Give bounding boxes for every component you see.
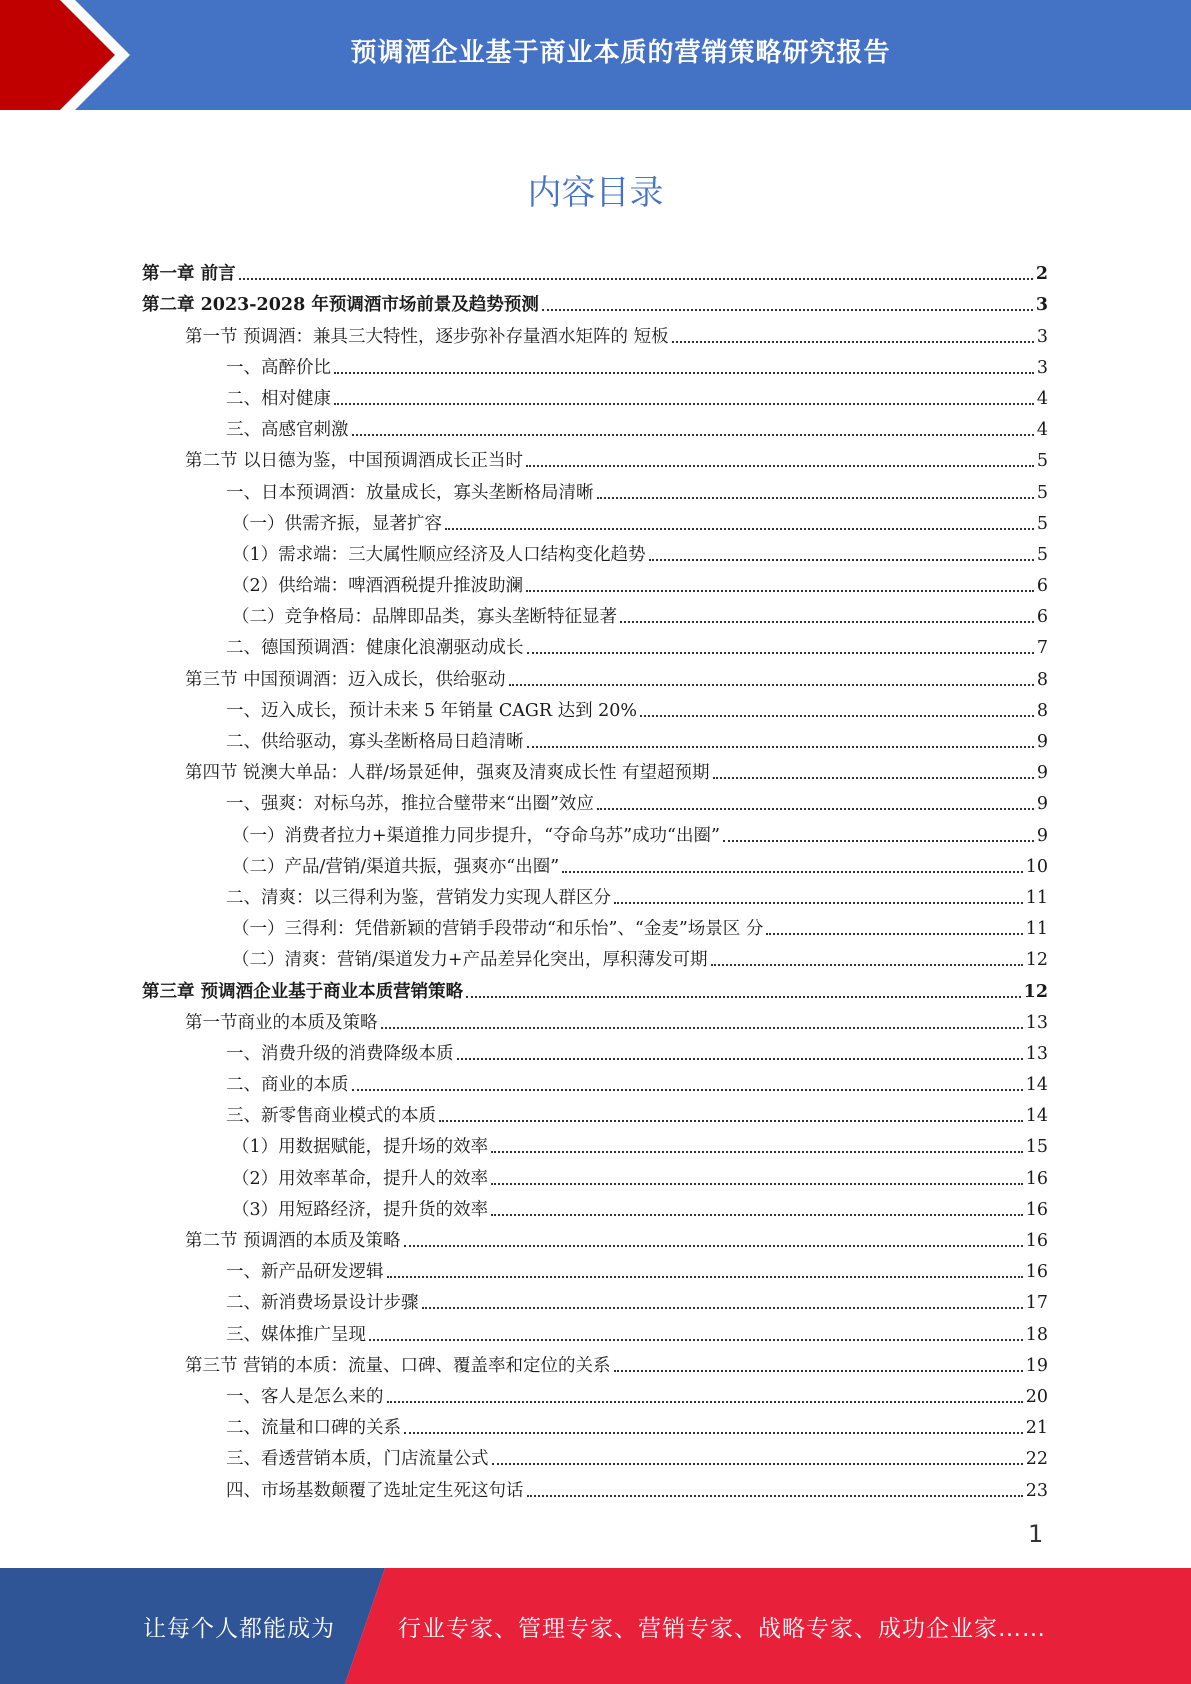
toc-entry-title: 第二节 预调酒的本质及策略 xyxy=(185,1231,401,1251)
toc-entry-page: 7 xyxy=(1036,638,1048,659)
toc-entry-title: 二、清爽：以三得利为鉴，营销发力实现人群区分 xyxy=(226,887,611,908)
toc-entry-page: 3 xyxy=(1036,326,1048,347)
toc-dot-leader xyxy=(542,309,1033,311)
toc-entry-page: 19 xyxy=(1025,1355,1048,1376)
toc-entry-page: 16 xyxy=(1025,1231,1048,1251)
toc-entry-title: （1）用数据赋能，提升场的效率 xyxy=(232,1137,489,1158)
toc-entry-page: 14 xyxy=(1025,1106,1048,1127)
toc-dot-leader xyxy=(620,621,1034,623)
toc-entry[interactable] xyxy=(142,472,1048,503)
toc-dot-leader xyxy=(369,1339,1023,1341)
toc-entry-title: 三、看透营销本质，门店流量公式 xyxy=(226,1449,489,1470)
toc-entry[interactable] xyxy=(142,659,1048,690)
toc-entry-page: 4 xyxy=(1036,388,1048,409)
toc-entry-title: （二）竞争格局：品牌即品类，寡头垄断特征显著 xyxy=(232,607,617,628)
toc-entry-page: 17 xyxy=(1025,1293,1048,1314)
toc-dot-leader xyxy=(404,1432,1023,1434)
toc-entry-page: 4 xyxy=(1036,420,1048,441)
toc-entry-title: 三、新零售商业模式的本质 xyxy=(226,1106,436,1127)
header-banner xyxy=(0,0,1191,110)
toc-entry-page: 20 xyxy=(1025,1386,1048,1407)
toc-entry[interactable] xyxy=(142,753,1048,784)
toc-entry-title: 第一章 前言 xyxy=(142,264,236,285)
toc-entry-page: 12 xyxy=(1025,950,1048,971)
toc-entry-title: （二）产品/营销/渠道共振，强爽亦“出圈” xyxy=(232,856,560,877)
toc-entry[interactable] xyxy=(142,1408,1048,1439)
toc-dot-leader xyxy=(404,1245,1023,1247)
toc-dot-leader xyxy=(491,1214,1023,1216)
toc-entry-title: 一、高醉价比 xyxy=(226,357,331,378)
toc-entry-page: 15 xyxy=(1025,1137,1048,1158)
toc-dot-leader xyxy=(509,684,1034,686)
toc-entry[interactable] xyxy=(142,379,1048,410)
toc-entry-page: 16 xyxy=(1025,1168,1048,1189)
toc-dot-leader xyxy=(672,341,1034,343)
toc-entry[interactable] xyxy=(142,504,1048,535)
toc-dot-leader xyxy=(381,1027,1023,1029)
toc-dot-leader xyxy=(711,964,1023,966)
toc-entry-page: 6 xyxy=(1036,607,1048,628)
toc-entry[interactable] xyxy=(142,628,1048,659)
toc-entry[interactable] xyxy=(142,1346,1048,1377)
toc-entry[interactable] xyxy=(142,1127,1048,1158)
toc-entry-page: 23 xyxy=(1025,1480,1048,1501)
toc-entry-title: （1）需求端：三大属性顺应经济及人口结构变化趋势 xyxy=(232,544,646,565)
toc-dot-leader xyxy=(713,777,1034,779)
toc-entry-title: （一）三得利：凭借新颖的营销手段带动“和乐怡”、“金麦”场景区 分 xyxy=(232,919,764,940)
toc-entry-page: 14 xyxy=(1025,1075,1048,1096)
toc-entry[interactable] xyxy=(142,1221,1048,1252)
toc-entry-page: 16 xyxy=(1025,1262,1048,1283)
toc-dot-leader xyxy=(439,1120,1023,1122)
toc-entry[interactable] xyxy=(142,1190,1048,1221)
toc-entry[interactable] xyxy=(142,535,1048,566)
toc-entry-title: 第三章 预调酒企业基于商业本质营销策略 xyxy=(142,981,464,1002)
toc-entry-title: 第三节 营销的本质：流量、口碑、覆盖率和定位的关系 xyxy=(185,1355,611,1376)
toc-dot-leader xyxy=(597,808,1034,810)
toc-dot-leader xyxy=(597,497,1034,499)
toc-entry[interactable] xyxy=(142,410,1048,441)
toc-entry-page: 18 xyxy=(1025,1324,1048,1345)
toc-dot-leader xyxy=(527,1495,1023,1497)
toc-entry-page: 22 xyxy=(1025,1449,1048,1470)
toc-dot-leader xyxy=(422,1307,1023,1309)
toc-entry[interactable] xyxy=(142,940,1048,971)
toc-entry-page: 8 xyxy=(1036,700,1048,721)
toc-entry-page: 21 xyxy=(1025,1418,1048,1439)
toc-dot-leader xyxy=(445,528,1034,530)
toc-entry[interactable] xyxy=(142,691,1048,722)
toc-entry-page: 6 xyxy=(1036,576,1048,597)
toc-entry-title: 一、消费升级的消费降级本质 xyxy=(226,1043,454,1064)
toc-entry[interactable] xyxy=(142,316,1048,347)
toc-dot-leader xyxy=(334,372,1034,374)
toc-entry-page: 9 xyxy=(1036,763,1048,784)
header-arrow-graphic xyxy=(0,0,150,110)
toc-entry[interactable] xyxy=(142,285,1048,316)
toc-dot-leader xyxy=(526,465,1034,467)
toc-entry-title: 四、市场基数颠覆了选址定生死这句话 xyxy=(226,1480,524,1501)
footer-slogan-right: 行业专家、管理专家、营销专家、战略专家、成功企业家…… xyxy=(398,1615,1046,1642)
report-title: 预调酒企业基于商业本质的营销策略研究报告 xyxy=(350,37,891,68)
toc-entry[interactable] xyxy=(142,1034,1048,1065)
toc-entry-title: 第三节 中国预调酒：迈入成长，供给驱动 xyxy=(185,669,506,690)
toc-dot-leader xyxy=(352,1089,1023,1091)
toc-entry-title: 二、商业的本质 xyxy=(226,1075,349,1096)
toc-entry[interactable] xyxy=(142,597,1048,628)
toc-entry[interactable] xyxy=(142,784,1048,815)
toc-entry-title: 二、供给驱动，寡头垄断格局日趋清晰 xyxy=(226,732,524,752)
toc-entry-title: 一、迈入成长，预计未来 5 年销量 CAGR 达到 20% xyxy=(226,700,638,721)
toc-entry-title: 第二节 以日德为鉴，中国预调酒成长正当时 xyxy=(185,451,524,472)
toc-entry[interactable] xyxy=(142,1065,1048,1096)
toc-entry-page: 3 xyxy=(1036,357,1048,378)
toc-entry-title: 三、高感官刺激 xyxy=(226,420,349,441)
toc-dot-leader xyxy=(526,590,1034,592)
toc-entry-title: （3）用短路经济，提升货的效率 xyxy=(232,1199,489,1220)
toc-entry-title: （2）供给端：啤酒酒税提升推波助澜 xyxy=(232,576,524,597)
toc-entry-title: 第一节 预调酒：兼具三大特性，逐步弥补存量酒水矩阵的 短板 xyxy=(185,326,669,347)
toc-dot-leader xyxy=(492,1463,1023,1465)
toc-entry[interactable] xyxy=(142,348,1048,379)
toc-dot-leader xyxy=(491,1151,1023,1153)
toc-entry[interactable] xyxy=(142,815,1048,846)
toc-entry-title: 第一节商业的本质及策略 xyxy=(185,1012,378,1033)
toc-entry-page: 9 xyxy=(1036,732,1048,752)
toc-dot-leader xyxy=(387,1401,1023,1403)
toc-entry[interactable] xyxy=(142,847,1048,878)
toc-entry[interactable] xyxy=(142,909,1048,940)
toc-entry[interactable] xyxy=(142,1003,1048,1034)
toc-entry[interactable] xyxy=(142,1314,1048,1345)
toc-entry-title: （一）供需齐振，显著扩容 xyxy=(232,513,442,534)
toc-entry-title: 三、媒体推广呈现 xyxy=(226,1324,366,1345)
toc-dot-leader xyxy=(387,1276,1023,1278)
toc-dot-leader xyxy=(527,746,1034,748)
toc-entry[interactable] xyxy=(142,1470,1048,1501)
toc-entry-title: （二）清爽：营销/渠道发力+产品差异化突出，厚积薄发可期 xyxy=(232,950,708,971)
toc-entry[interactable] xyxy=(142,1439,1048,1470)
toc-entry[interactable] xyxy=(142,566,1048,597)
toc-dot-leader xyxy=(614,902,1023,904)
toc-entry-page: 8 xyxy=(1036,669,1048,690)
toc-dot-leader xyxy=(466,996,1021,998)
toc-dot-leader xyxy=(352,434,1034,436)
footer-banner xyxy=(0,1568,1191,1684)
toc-entry-title: 一、日本预调酒：放量成长，寡头垄断格局清晰 xyxy=(226,482,594,503)
toc-entry-page: 5 xyxy=(1036,544,1048,565)
toc-entry[interactable] xyxy=(142,722,1048,753)
toc-entry[interactable] xyxy=(142,441,1048,472)
toc-dot-leader xyxy=(766,933,1022,935)
toc-entry[interactable] xyxy=(142,254,1048,285)
table-of-contents xyxy=(142,254,1048,1502)
toc-entry-page: 13 xyxy=(1025,1012,1048,1033)
toc-entry-page: 12 xyxy=(1023,981,1048,1002)
toc-entry-page: 16 xyxy=(1025,1199,1048,1220)
toc-entry-title: （一）消费者拉力+渠道推力同步提升，“夺命乌苏”成功“出圈” xyxy=(232,825,720,846)
toc-entry-title: 第四节 锐澳大单品：人群/场景延伸，强爽及清爽成长性 有望超预期 xyxy=(185,763,710,784)
toc-entry-page: 10 xyxy=(1025,856,1048,877)
toc-entry-page: 13 xyxy=(1025,1043,1048,1064)
toc-entry[interactable] xyxy=(142,878,1048,909)
toc-dot-leader xyxy=(562,871,1023,873)
toc-entry[interactable] xyxy=(142,1283,1048,1314)
toc-entry[interactable] xyxy=(142,1377,1048,1408)
toc-entry-page: 5 xyxy=(1036,513,1048,534)
toc-dot-leader xyxy=(649,559,1034,561)
footer-slogan-left: 让每个人都能成为 xyxy=(143,1615,335,1642)
toc-entry-page: 11 xyxy=(1025,919,1048,940)
toc-entry-page: 2 xyxy=(1035,264,1048,285)
toc-entry[interactable] xyxy=(142,1096,1048,1127)
toc-dot-leader xyxy=(640,715,1034,717)
toc-entry[interactable] xyxy=(142,971,1048,1002)
toc-entry[interactable] xyxy=(142,1158,1048,1189)
toc-entry[interactable] xyxy=(142,1252,1048,1283)
toc-dot-leader xyxy=(614,1370,1023,1372)
toc-entry-title: 第二章 2023-2028 年预调酒市场前景及趋势预测 xyxy=(142,295,539,316)
toc-entry-page: 5 xyxy=(1036,482,1048,503)
toc-entry-page: 3 xyxy=(1035,295,1048,316)
toc-dot-leader xyxy=(723,840,1034,842)
toc-dot-leader xyxy=(527,652,1034,654)
page-number: 1 xyxy=(1028,1520,1044,1548)
toc-entry-title: 二、德国预调酒：健康化浪潮驱动成长 xyxy=(226,638,524,659)
toc-entry-page: 9 xyxy=(1036,794,1048,815)
toc-entry-page: 5 xyxy=(1036,451,1048,472)
toc-entry-title: 一、强爽：对标乌苏，推拉合璧带来“出圈”效应 xyxy=(226,794,594,815)
toc-entry-title: 二、相对健康 xyxy=(226,388,331,409)
toc-dot-leader xyxy=(334,403,1034,405)
toc-dot-leader xyxy=(491,1183,1023,1185)
toc-entry-title: 一、新产品研发逻辑 xyxy=(226,1262,384,1283)
toc-entry-page: 11 xyxy=(1025,887,1048,908)
toc-dot-leader xyxy=(457,1058,1023,1060)
toc-heading: 内容目录 xyxy=(527,173,664,213)
toc-entry-title: 一、客人是怎么来的 xyxy=(226,1386,384,1407)
toc-entry-page: 9 xyxy=(1036,825,1048,846)
toc-entry-title: 二、流量和口碑的关系 xyxy=(226,1418,401,1439)
toc-entry-title: 二、新消费场景设计步骤 xyxy=(226,1293,419,1314)
toc-dot-leader xyxy=(239,278,1033,280)
toc-entry-title: （2）用效率革命，提升人的效率 xyxy=(232,1168,489,1189)
